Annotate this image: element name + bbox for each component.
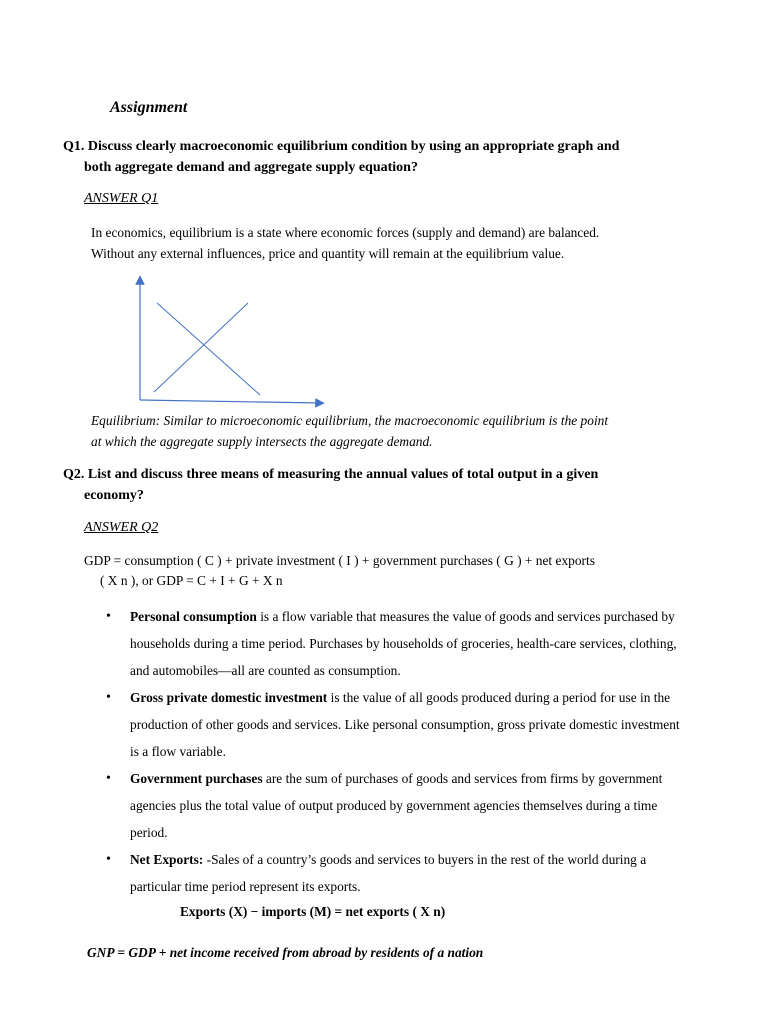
list-item — [106, 765, 686, 846]
bullet-icon: • — [106, 771, 111, 786]
graph-caption-line-2: at which the aggregate supply intersects the aggregate demand. — [91, 434, 433, 449]
question-1-line-2: both aggregate demand and aggregate supply equation? — [84, 160, 418, 175]
answer-2-heading: ANSWER Q2 — [84, 520, 159, 535]
bullet-icon: • — [106, 690, 111, 705]
gdp-equation — [84, 551, 684, 591]
page-title: Assignment — [110, 99, 188, 116]
bullet-term: Gross private domestic investment — [130, 690, 328, 705]
bullet-icon: • — [106, 609, 111, 624]
bullet-text: is a flow variable that measures the value of goods and services purchased by households during a time period. Purchases by households of groceries, health-care services, clothing, and automobiles—all are counted as consumption. — [130, 609, 677, 678]
list-item — [106, 603, 686, 684]
answer-1-intro-line-1: In economics, equilibrium is a state where economic forces (supply and demand) are balanced. — [91, 225, 600, 240]
answer-1-intro-line-2: Without any external influences, price and quantity will remain at the equilibrium value. — [91, 246, 565, 261]
question-2-line-2: economy? — [84, 488, 144, 503]
bullet-term: Personal consumption — [130, 609, 257, 624]
x-axis — [140, 400, 320, 403]
bullet-term: Net Exports: — [130, 852, 204, 867]
bullet-icon: • — [106, 852, 111, 867]
supply-curve — [154, 303, 248, 392]
answer-1-intro — [91, 222, 691, 264]
gdp-components-list — [106, 603, 686, 900]
graph-caption — [91, 410, 691, 452]
net-exports-formula: Exports (X) − imports (M) = net exports ( X n) — [180, 904, 446, 919]
question-2-line-1: Q2. List and discuss three means of measuring the annual values of total output in a given — [63, 467, 599, 482]
bullet-text: -Sales of a country’s goods and services to buyers in the rest of the world during a particular time period represent its exports. — [130, 852, 647, 894]
equilibrium-graph — [130, 272, 330, 412]
question-1 — [63, 136, 679, 178]
gdp-equation-line-2: ( X n ), or GDP = C + I + G + X n — [100, 573, 283, 588]
bullet-text: are the sum of purchases of goods and services from firms by government agencies plus the total value of output produced by government agencies themselves during a time period. — [130, 771, 663, 840]
bullet-text: is the value of all goods produced during a period for use in the production of other goods and services. Like personal consumption, gross private domestic investment is a flow variable. — [130, 690, 680, 759]
question-1-line-1: Q1. Discuss clearly macroeconomic equilibrium condition by using an appropriate graph and — [63, 139, 620, 154]
answer-1-heading: ANSWER Q1 — [84, 191, 159, 206]
graph-caption-line-1: Equilibrium: Similar to microeconomic equilibrium, the macroeconomic equilibrium is the point — [91, 413, 609, 428]
list-item — [106, 846, 686, 900]
list-item — [106, 684, 686, 765]
gdp-equation-line-1: GDP = consumption ( C ) + private investment ( I ) + government purchases ( G ) + net exports — [84, 553, 595, 568]
question-2 — [63, 464, 679, 506]
gnp-equation: GNP = GDP + net income received from abroad by residents of a nation — [87, 945, 484, 960]
bullet-term: Government purchases — [130, 771, 263, 786]
demand-curve — [157, 303, 260, 395]
